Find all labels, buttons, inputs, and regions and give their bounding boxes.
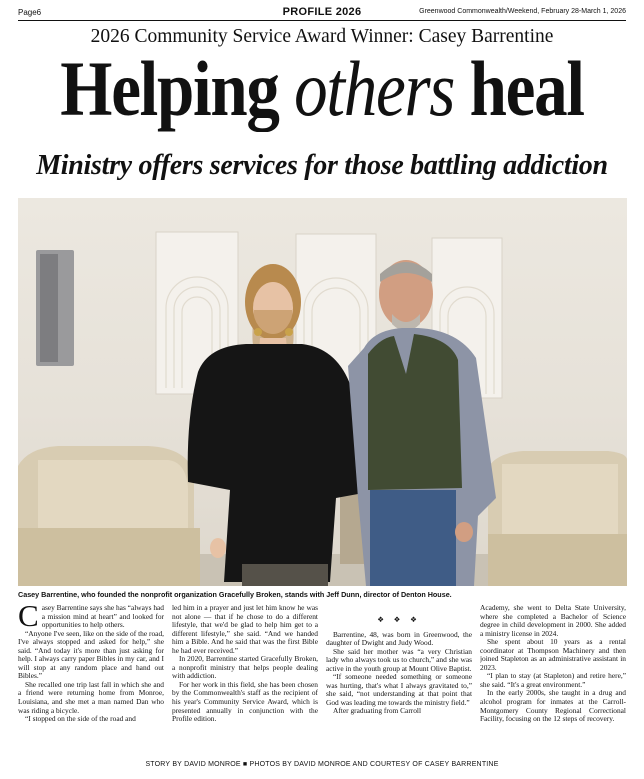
photo-caption: Casey Barrentine, who founded the nonprofit organization Gracefully Broken, stands with Jeff Dunn, director of Denton House.: [18, 590, 452, 599]
headline-part-2: others: [294, 45, 455, 132]
publication-dateline: Greenwood Commonwealth/Weekend, February 28-March 1, 2026: [419, 8, 626, 15]
subheadline: Ministry offers services for those battling addiction: [36, 150, 608, 181]
drop-cap: C: [18, 604, 39, 633]
paragraph: “I stopped on the side of the road and: [25, 714, 136, 724]
award-line: 2026 Community Service Award Winner: Casey Barrentine: [90, 26, 554, 47]
story-credits: STORY BY DAVID MONROE ■ PHOTOS BY DAVID MONROE AND COURTESY OF CASEY BARRENTINE: [145, 761, 499, 768]
section-title: PROFILE 2026: [282, 6, 362, 18]
paragraph: She recalled one trip last fall in which she and a friend were returning home from Monroe, Louisiana, and she met a man named Dan who was riding a bicycle.: [18, 679, 164, 715]
paragraph: Barrentine, 48, was born in Greenwood, the daughter of Dwight and Judy Wood.: [326, 629, 472, 648]
paragraph: “Anyone I've seen, like on the side of the road, I've always stopped and asked for help,” she said. “And today it's more than just asking for help. I always carry paper Bibles in my car, and I will stop at any random place and hand out Bibles.”: [18, 628, 164, 681]
paragraph: After graduating from Carroll: [333, 706, 422, 716]
paragraph-text: asey Barrentine says she has “always had a mission mind at heart” and looked for opportunities to help others.: [41, 604, 164, 630]
paragraph: She spent about 10 years as a rental coordinator at Thompson Machinery and then joined Stapleton as an administrative assistant in 2023.: [480, 637, 626, 672]
paragraph: “If someone needed something or someone was hurting, that's what I always gravitated to,” she said, “not understanding at that point that God was leading me towards the ministry field.”: [326, 672, 472, 707]
article-column-3: [326, 604, 472, 758]
headline: [45, 45, 599, 132]
headline-part-3: heal: [454, 45, 584, 132]
paragraph: For her work in this field, she has been chosen by the Commonwealth's staff as the recipient of his year's Community Service Award, which is presented annually in conjunction with the Profile edition.: [172, 679, 318, 724]
paragraph: [18, 604, 164, 633]
paragraph: led him in a prayer and just let him know he was not alone — that if he chose to do a different lifestyle, that we'd be glad to help him get to a different lifestyle,” she said. “And we handed him a Bible. And he said that was the first Bible he had ever received.”: [172, 604, 318, 655]
paragraph: “I plan to stay (at Stapleton) and retire here,” she said. “It's a great environment.”: [480, 671, 626, 689]
feature-photo: [18, 198, 627, 586]
article-column-1: [18, 604, 164, 758]
article-column-4: [480, 604, 626, 758]
paragraph: In the early 2000s, she taught in a drug and alcohol program for inmates at the Carroll-Montgomery County Regional Correctional Facility, focusing on the 12 steps of recovery.: [480, 688, 626, 724]
paragraph: She said her mother was “a very Christian lady who always took us to church,” and she was active in the youth group at Mount Olive Baptist.: [326, 646, 472, 673]
photo-illustration: [18, 198, 627, 586]
paragraph: Academy, she went to Delta State University, where she completed a Bachelor of Science degree in child development in 2000. She added a ministry license in 2024.: [480, 604, 626, 638]
headline-part-1: Helping: [60, 45, 295, 132]
page-header: [18, 7, 626, 21]
paragraph: In 2020, Barrentine started Gracefully Broken, a nonprofit ministry that helps people dealing with addiction.: [172, 654, 318, 681]
article-body: [18, 604, 627, 758]
page-number: Page6: [18, 8, 42, 17]
article-column-2: [172, 604, 318, 758]
section-divider: ❖ ❖ ❖: [377, 615, 421, 624]
